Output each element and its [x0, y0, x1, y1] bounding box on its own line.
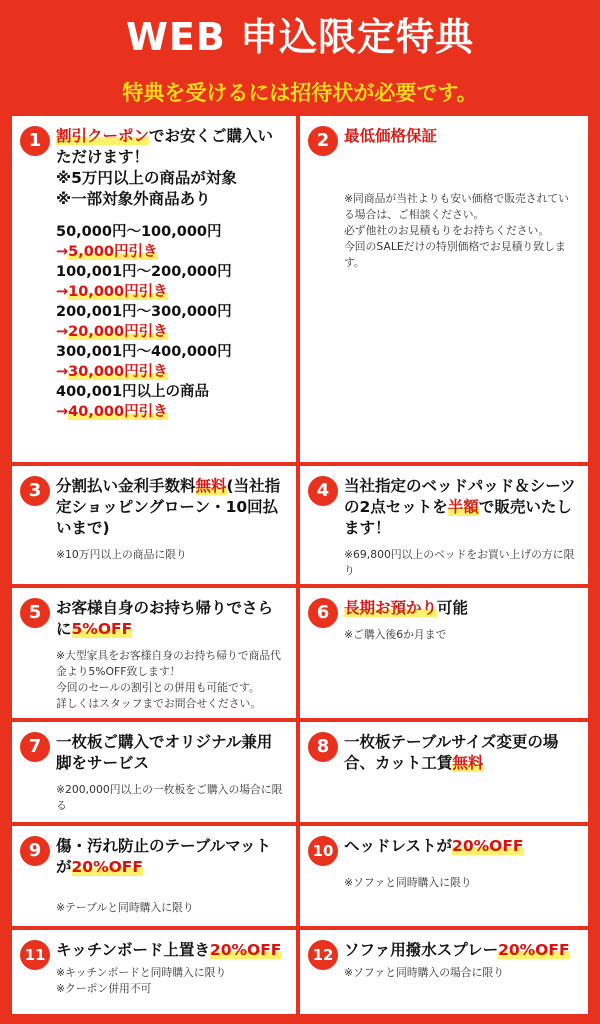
benefit-card-10: [300, 826, 588, 926]
heading-text: ソファ用撥水スプレー: [344, 941, 499, 959]
tier-range: 200,001円〜300,000円: [56, 304, 232, 320]
tier-discount: 40,000円引き: [68, 404, 168, 420]
benefit-heading: [56, 476, 286, 539]
tier-range: 300,001円〜400,000円: [56, 344, 232, 360]
benefit-card-11: [12, 930, 296, 1014]
heading-highlight: 5%OFF: [71, 620, 133, 638]
tier-arrow: →: [56, 244, 69, 260]
discount-tier: [56, 342, 286, 382]
benefit-note: ※キッチンボードと同時購入に限り ※クーポン併用不可: [56, 966, 227, 995]
number-badge: 11: [20, 940, 50, 970]
discount-tier: [56, 382, 286, 422]
benefit-card-8: [300, 722, 588, 822]
number-badge: 7: [20, 732, 50, 762]
bullet-line: ※5万円以上の商品が対象: [56, 169, 237, 187]
heading-text: でお安くご購入いただけます！: [56, 127, 274, 166]
benefit-heading: [56, 598, 286, 640]
heading-text: ヘッドレストが: [344, 837, 453, 855]
heading-text: 一枚板テーブルサイズ変更の場合、カット工賃: [344, 733, 559, 772]
number-badge: 12: [308, 940, 338, 970]
tier-arrow: →: [56, 364, 69, 380]
heading-text: で販売いたします！: [344, 498, 572, 537]
benefits-grid: [12, 116, 588, 1014]
benefit-note: ※200,000円以上の一枚板をご購入の場合に限る: [56, 783, 283, 812]
tier-arrow: →: [56, 284, 69, 300]
heading-text: お客様自身のお持ち帰りでさらに: [56, 599, 274, 638]
benefit-note: ※同商品が当社よりも安い価格で販売されている場合は、ご相談ください。 必ず他社のお見積もりをお持ちください。 今回のSALEだけの特別価格でお見積り致します。: [344, 192, 569, 269]
benefit-heading: 一枚板ご購入でオリジナル兼用脚をサービス: [56, 733, 273, 772]
benefit-heading: [344, 126, 578, 147]
heading-highlight: 長期お預かり: [344, 599, 438, 617]
benefit-heading: [344, 836, 578, 857]
heading-text: 当社指定のベッドパッド＆シーツの2点セットを: [344, 477, 576, 516]
benefit-heading: [344, 598, 578, 619]
benefit-card-2: [300, 116, 588, 462]
heading-text: (当社指定ショッピングローン・10回払いまで): [56, 477, 281, 537]
benefit-card-3: [12, 466, 296, 584]
tier-arrow: →: [56, 404, 69, 420]
tier-arrow: →: [56, 324, 69, 340]
tier-discount: 10,000円引き: [68, 284, 168, 300]
number-badge: 8: [308, 732, 338, 762]
tier-discount: 20,000円引き: [68, 324, 168, 340]
benefit-heading: [56, 940, 286, 961]
benefit-card-6: [300, 588, 588, 718]
tier-range: 400,001円以上の商品: [56, 384, 210, 400]
heading-highlight: 無料: [452, 754, 484, 772]
benefit-note: ※大型家具をお客様自身のお持ち帰りで商品代金より5%OFF致します！ 今回のセールの割引との併用も可能です。 詳しくはスタッフまでお問合せください。: [56, 649, 281, 710]
discount-tier: [56, 262, 286, 302]
heading-highlight: 20%OFF: [498, 941, 570, 959]
number-badge: 9: [20, 836, 50, 866]
benefit-heading: [344, 940, 578, 961]
number-badge: 4: [308, 476, 338, 506]
page-title: WEB 申込限定特典: [125, 15, 475, 59]
discount-tier: [56, 222, 286, 262]
number-badge: 3: [20, 476, 50, 506]
number-badge: 6: [308, 598, 338, 628]
number-badge: 2: [308, 126, 338, 156]
page-subtitle: 特典を受けるには招待状が必要です。: [122, 81, 478, 105]
number-badge: 10: [308, 836, 338, 866]
benefit-heading: [56, 126, 286, 168]
discount-tier: [56, 302, 286, 342]
benefit-note: ※ご購入後6か月まで: [344, 628, 447, 641]
bullet-line: ※一部対象外商品あり: [56, 190, 211, 208]
benefit-card-9: [12, 826, 296, 926]
benefit-note: ※テーブルと同時購入に限り: [56, 901, 194, 914]
heading-text: 可能: [437, 599, 469, 617]
benefit-note: ※69,800円以上のベッドをお買い上げの方に限り: [344, 548, 575, 577]
benefit-card-12: [300, 930, 588, 1014]
heading-text: キッチンボード上置き: [56, 941, 210, 959]
tier-range: 50,000円〜100,000円: [56, 224, 222, 240]
heading-highlight: 20%OFF: [71, 858, 143, 876]
number-badge: 5: [20, 598, 50, 628]
benefit-card-7: [12, 722, 296, 822]
heading-highlight: 20%OFF: [209, 941, 282, 959]
benefit-note: ※ソファと同時購入に限り: [344, 876, 472, 889]
heading-highlight: 20%OFF: [452, 837, 524, 855]
heading-highlight: 割引クーポン: [56, 127, 150, 145]
number-badge: 1: [20, 126, 50, 156]
heading-text: 傷・汚れ防止のテーブルマットが: [56, 837, 271, 876]
benefit-card-5: [12, 588, 296, 718]
benefit-card-4: [300, 466, 588, 584]
benefit-heading: [344, 732, 578, 774]
benefit-heading: [56, 836, 286, 878]
heading-highlight: 最低価格保証: [344, 127, 438, 145]
benefit-note: ※ソファと同時購入の場合に限り: [344, 966, 504, 979]
benefit-card-1: [12, 116, 296, 462]
heading-highlight: 無料: [195, 477, 227, 495]
benefit-note: ※10万円以上の商品に限り: [56, 548, 187, 561]
heading-text: 分割払い金利手数料: [56, 477, 196, 495]
tier-discount: 30,000円引き: [68, 364, 168, 380]
heading-highlight: 半額: [447, 498, 479, 516]
tier-discount: 5,000円引き: [68, 244, 158, 260]
benefit-heading: [344, 476, 578, 539]
tier-range: 100,001円〜200,000円: [56, 264, 232, 280]
